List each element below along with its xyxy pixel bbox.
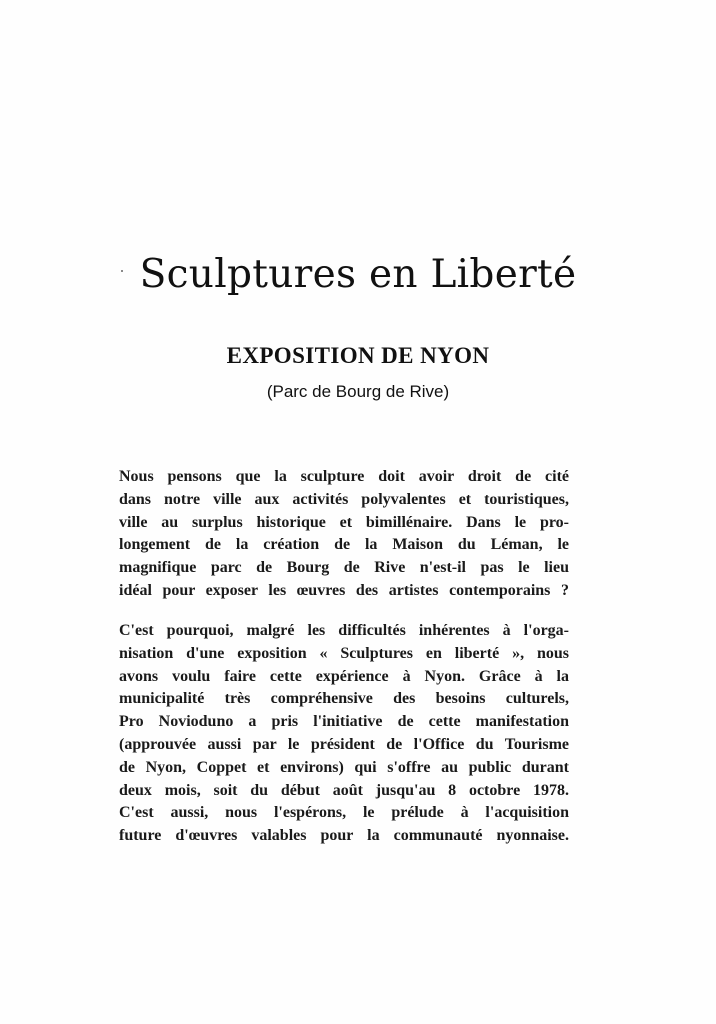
text-line: C'est pourquoi, malgré les difficultés inhérentes à l'orga- [119, 622, 569, 639]
text-line: Pro Novioduno a pris l'initiative de cette manifestation [119, 713, 569, 731]
text-line: idéal pour exposer les œuvres des artistes contemporains ? [119, 581, 569, 599]
text-line: dans notre ville aux activités polyvalentes et touristiques, [119, 490, 569, 508]
text-line: longement de la création de la Maison du Léman, le [119, 536, 569, 554]
exhibition-subtitle: EXPOSITION DE NYON [226, 343, 490, 368]
page-title: Sculptures en Liberté [139, 252, 577, 297]
text-line: deux mois, soit du début août jusqu'au 8 octobre 1978. [119, 781, 569, 799]
paragraph-1 [119, 466, 569, 603]
text-line: de Nyon, Coppet et environs) qui s'offre au public durant [119, 758, 569, 776]
paragraph-2 [119, 620, 569, 848]
text-line: future d'œuvres valables pour la communauté nyonnaise. [119, 827, 569, 845]
text-line: C'est aussi, nous l'espérons, le prélude à l'acquisition [119, 804, 569, 822]
exhibition-location: (Parc de Bourg de Rive) [266, 382, 450, 401]
text-line: magnifique parc de Bourg de Rive n'est-il pas le lieu [119, 559, 569, 577]
text-line: municipalité très compréhensive des besoins culturels, [119, 690, 569, 708]
text-line: (approuvée aussi par le président de l'Office du Tourisme [119, 735, 569, 753]
text-line: nisation d'une exposition « Sculptures en liberté », nous [119, 644, 569, 662]
text-line: Nous pensons que la sculpture doit avoir droit de cité [119, 468, 569, 485]
text-line: avons voulu faire cette expérience à Nyon. Grâce à la [119, 667, 569, 685]
text-line: ville au surplus historique et bimillénaire. Dans le pro- [119, 513, 569, 531]
